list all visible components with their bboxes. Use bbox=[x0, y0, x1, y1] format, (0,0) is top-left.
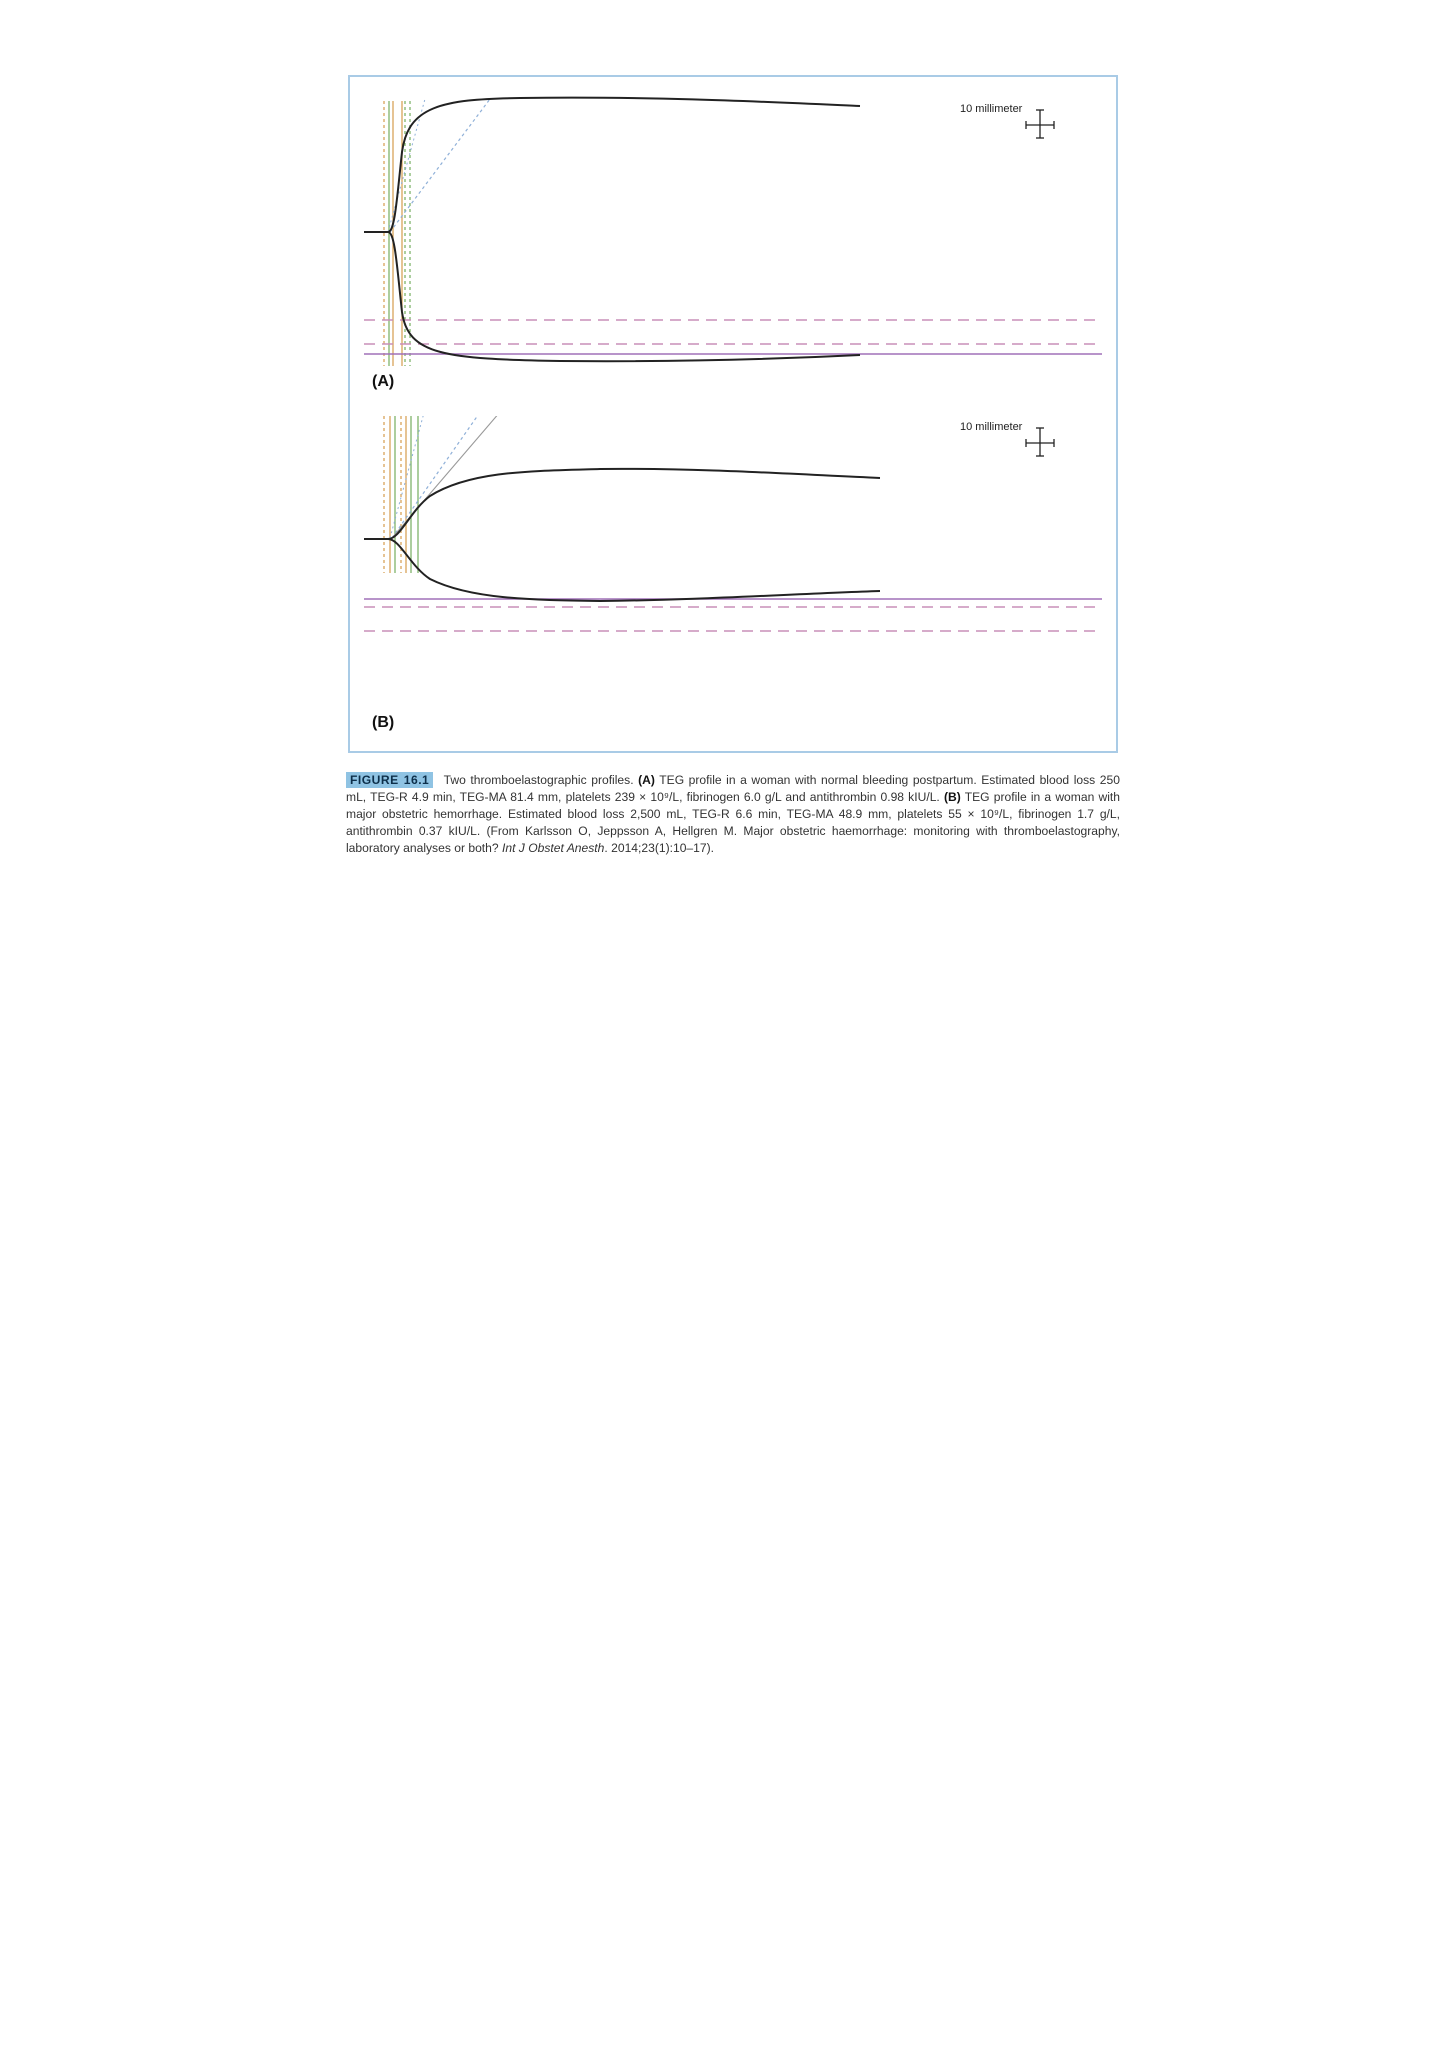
figure-caption bbox=[346, 772, 1120, 857]
figure-label: FIGURE 16.1 bbox=[346, 772, 433, 788]
caption-citation-end: . 2014;23(1):10–17). bbox=[604, 841, 714, 855]
teg-panel-b bbox=[350, 416, 1116, 755]
caption-a-text: TEG profile in a woman with normal bleeding postpartum. Estimated blood loss 250 mL, TEG-R 4.9 min, TEG-MA 81.4 mm, platelets 239 × 10⁹/L, fibrinogen 6.0 g/L and antithrombin 0.98 kIU/L. bbox=[346, 773, 1120, 804]
figure-frame bbox=[348, 75, 1118, 753]
angle-line-b bbox=[392, 416, 490, 538]
teg-trace-a bbox=[364, 98, 860, 362]
panel-letter-b: (B) bbox=[372, 714, 395, 731]
scale-bar-label-b: 10 millimeter bbox=[960, 421, 1023, 433]
caption-intro: Two thromboelastographic profiles. bbox=[443, 773, 634, 787]
angle-line-b2 bbox=[392, 416, 512, 538]
teg-trace-b bbox=[364, 469, 880, 601]
angle-line-a bbox=[390, 99, 490, 232]
caption-journal: Int J Obstet Anesth bbox=[501, 841, 605, 855]
teg-panel-a bbox=[350, 77, 1116, 416]
caption-b-text: TEG profile in a woman with major obstetric hemorrhage. Estimated blood loss 2,500 mL, TEG-R 6.6 min, TEG-MA 48.9 mm, platelets 55 × 10⁹/L, fibrinogen 1.7 g/L, antithrombin 0.37 kIU/L. (From Karlsson O, Jeppsson A, Hellgren M. Major obstetric haemorrhage: monitoring with thromboelastography, laboratory analyses or both? bbox=[346, 790, 1120, 855]
scale-bar-cross-b bbox=[1026, 428, 1054, 456]
panel-letter-a: (A) bbox=[372, 373, 395, 390]
scale-bar-cross-a bbox=[1026, 110, 1054, 138]
caption-b-tag: (B) bbox=[943, 790, 961, 804]
caption-a-tag: (A) bbox=[638, 773, 655, 787]
scale-bar-label-a: 10 millimeter bbox=[960, 103, 1023, 115]
